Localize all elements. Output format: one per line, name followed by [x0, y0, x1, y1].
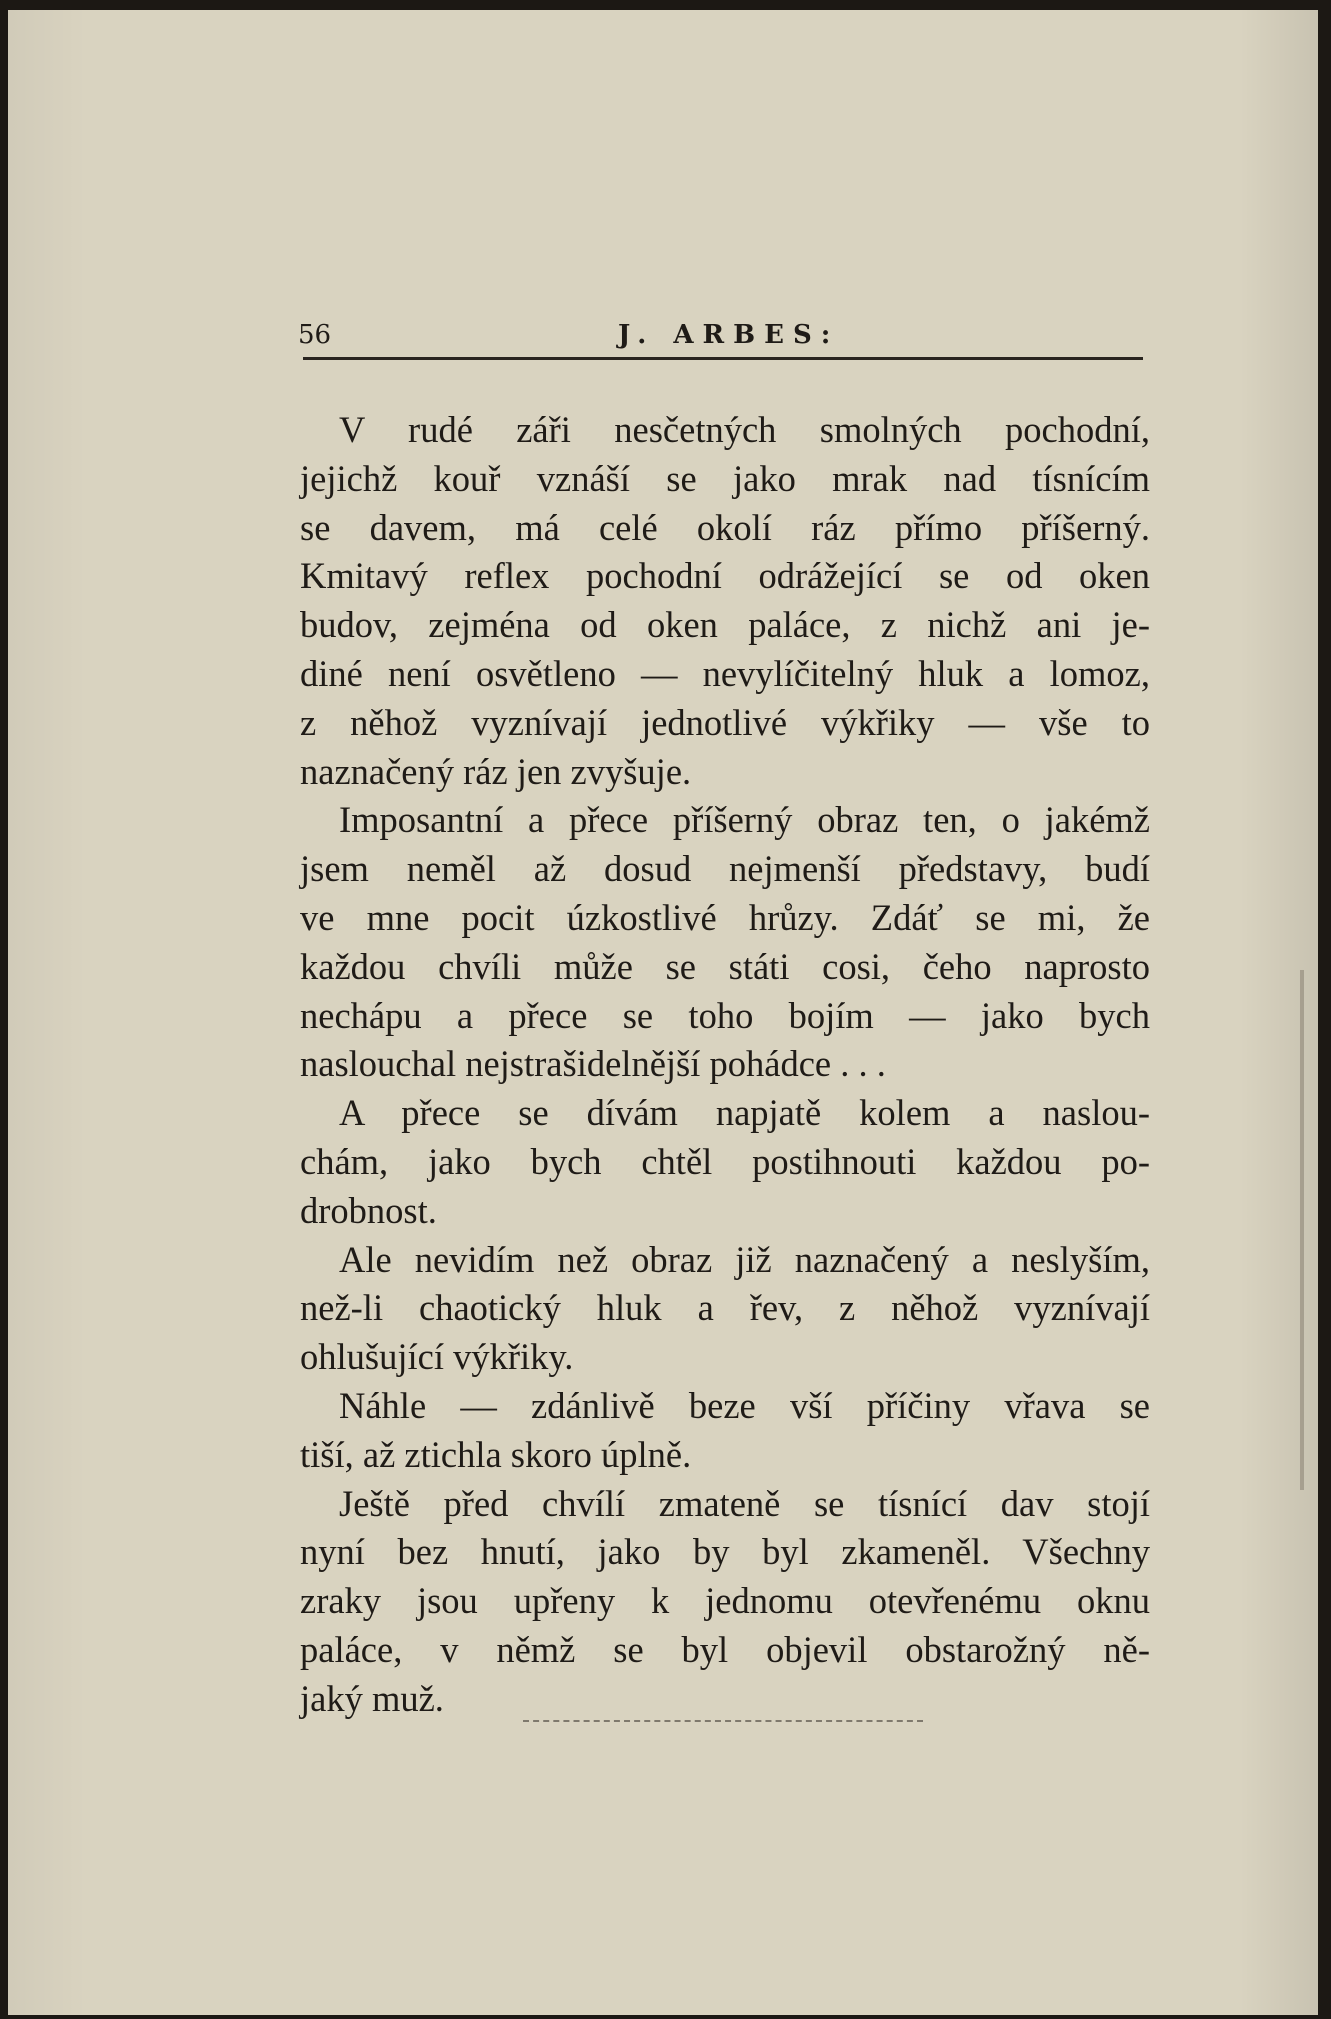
- text-line: jsem neměl až dosud nejmenší představy, budí: [300, 848, 1150, 890]
- text-line: Ale nevidím než obraz již naznačený a neslyším,: [339, 1238, 1150, 1280]
- page-number: 56: [298, 320, 332, 350]
- text-line: každou chvíli může se státi cosi, čeho naprosto: [300, 945, 1150, 987]
- text-line: nechápu a přece se toho bojím — jako bych: [300, 994, 1150, 1036]
- text-line: Ještě před chvílí zmateně se tísnící dav stojí: [339, 1482, 1150, 1524]
- text-line: diné není osvětleno — nevylíčitelný hluk a lomoz,: [300, 652, 1150, 694]
- book-page: [8, 10, 1318, 2015]
- text-line: z něhož vyznívají jednotlivé výkřiky — vše to: [300, 701, 1150, 743]
- text-line: drobnost.: [300, 1189, 437, 1231]
- text-line: nyní bez hnutí, jako by byl zkameněl. Všechny: [300, 1531, 1150, 1573]
- page-edge-shadow: [1300, 970, 1304, 1490]
- text-line: V rudé záři nesčetných smolných pochodní,: [339, 409, 1150, 450]
- end-of-text-rule: [523, 1720, 923, 1724]
- text-line: jejichž kouř vznáší se jako mrak nad tísnícím: [300, 457, 1150, 499]
- text-line: jaký muž.: [300, 1677, 444, 1719]
- text-line: ve mne pocit úzkostlivé hrůzy. Zdáť se mi, že: [300, 896, 1150, 938]
- body-text: [300, 406, 1150, 1724]
- text-line: paláce, v němž se byl objevil obstarožný ně-: [300, 1628, 1150, 1670]
- text-line: budov, zejména od oken paláce, z nichž ani je-: [300, 604, 1150, 646]
- text-line: naslouchal nejstrašidelnější pohádce . . .: [300, 1043, 886, 1085]
- text-line: chám, jako bych chtěl postihnouti každou po-: [300, 1140, 1150, 1182]
- text-line: Náhle — zdánlivě beze vší příčiny vřava se: [339, 1384, 1150, 1426]
- text-line: tiší, až ztichla skoro úplně.: [300, 1433, 692, 1475]
- running-head: J. ARBES:: [618, 320, 840, 350]
- header-rule: [303, 357, 1143, 360]
- text-line: A přece se dívám napjatě kolem a naslou-: [339, 1092, 1150, 1134]
- text-line: naznačený ráz jen zvyšuje.: [300, 750, 692, 792]
- text-line: Imposantní a přece příšerný obraz ten, o jakémž: [339, 799, 1150, 841]
- text-line: ohlušující výkřiky.: [300, 1336, 574, 1378]
- text-line: Kmitavý reflex pochodní odrážející se od oken: [300, 555, 1150, 597]
- text-line: než-li chaotický hluk a řev, z něhož vyznívají: [300, 1287, 1150, 1329]
- text-line: se davem, má celé okolí ráz přímo příšerný.: [300, 506, 1150, 548]
- text-line: zraky jsou upřeny k jednomu otevřenému oknu: [300, 1580, 1150, 1622]
- page-header: [298, 316, 1158, 356]
